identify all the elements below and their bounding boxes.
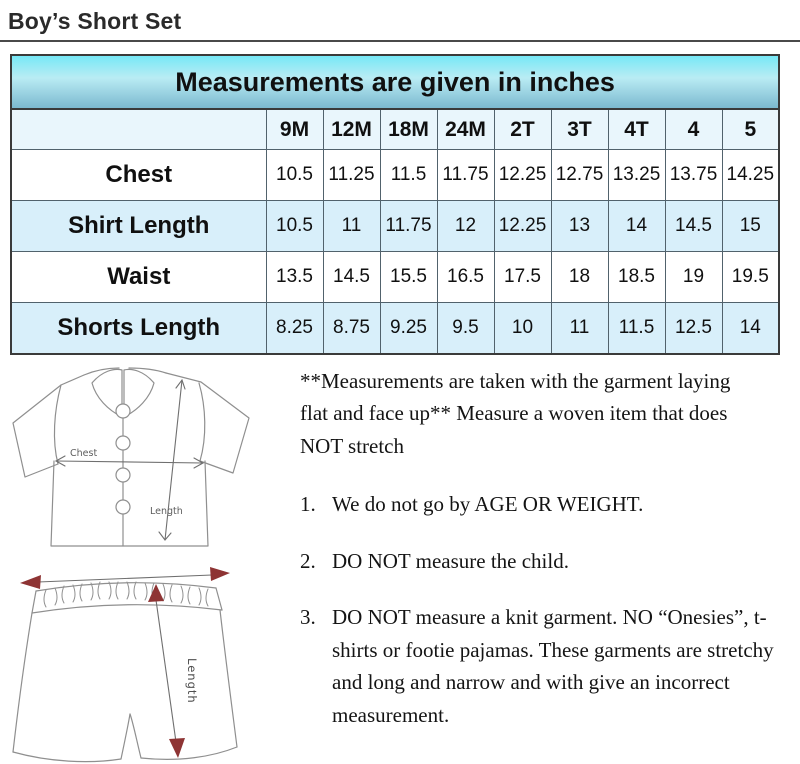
waist-value: 13.5	[266, 252, 323, 303]
shirt-length-value: 11.75	[380, 201, 437, 252]
waist-value: 18.5	[608, 252, 665, 303]
chest-value: 12.75	[551, 150, 608, 201]
shorts-left-outer	[13, 613, 32, 752]
list-item-number: 3.	[300, 605, 316, 630]
col-header-5: 5	[722, 109, 779, 150]
shorts-length-value: 14	[722, 303, 779, 354]
lower-section	[0, 359, 800, 764]
list-item-text: DO NOT measure a knit garment. NO “Onesies”, t-shirts or footie pajamas. These garments are stretchy and long and narrow and with give an incorrect measurement.	[332, 605, 774, 727]
shirt-button	[116, 404, 130, 418]
shirt-length-value: 11	[323, 201, 380, 252]
chest-arrow	[56, 461, 203, 463]
shirt-right-underarm	[199, 383, 205, 461]
shirt-length-value: 10.5	[266, 201, 323, 252]
waist-value: 16.5	[437, 252, 494, 303]
shirt-length-value: 13	[551, 201, 608, 252]
shorts-length-arrow	[156, 600, 176, 742]
chest-value: 13.75	[665, 150, 722, 201]
shirt-length-label: Length	[150, 505, 183, 517]
shirt-button	[116, 500, 130, 514]
col-header-4: 4	[665, 109, 722, 150]
shirt-length-value: 12.25	[494, 201, 551, 252]
shirt-length-value: 14.5	[665, 201, 722, 252]
table-caption: Measurements are given in inches	[11, 55, 779, 109]
col-header-12m: 12M	[323, 109, 380, 150]
table-row-chest	[11, 150, 779, 201]
table-row-shirt-length	[11, 201, 779, 252]
shirt-right-sleeve	[166, 373, 249, 473]
shorts-length-arrowhead-bottom	[169, 738, 185, 758]
measuring-notes	[300, 359, 800, 764]
shirt-length-arrowhead-top	[176, 380, 185, 389]
shorts-measurement-diagram	[4, 562, 294, 764]
shorts-length-label: Length	[185, 657, 199, 704]
shorts-length-value: 12.5	[665, 303, 722, 354]
shorts-length-arrowhead-top	[148, 584, 164, 602]
shirt-button	[116, 468, 130, 482]
diagram-column	[0, 359, 300, 764]
col-header-2t: 2T	[494, 109, 551, 150]
shorts-length-value: 8.25	[266, 303, 323, 354]
list-item-text: We do not go by AGE OR WEIGHT.	[332, 492, 644, 517]
shirt-outline	[13, 368, 249, 546]
waist-value: 17.5	[494, 252, 551, 303]
waist-value: 18	[551, 252, 608, 303]
col-header-3t: 3T	[551, 109, 608, 150]
col-header-24m: 24M	[437, 109, 494, 150]
chest-value: 14.25	[722, 150, 779, 201]
list-item	[300, 545, 780, 578]
shorts-right-outer	[220, 610, 237, 747]
shorts-length-value: 8.75	[323, 303, 380, 354]
col-header-9m: 9M	[266, 109, 323, 150]
chest-value: 13.25	[608, 150, 665, 201]
chest-value: 12.25	[494, 150, 551, 201]
size-chart-table	[10, 54, 780, 355]
waist-arrow	[38, 575, 212, 582]
shirt-length-value: 12	[437, 201, 494, 252]
waist-arrowhead-left	[20, 575, 41, 589]
elastic-gathers	[44, 582, 208, 607]
chest-value: 10.5	[266, 150, 323, 201]
waist-value: 15.5	[380, 252, 437, 303]
shorts-left-hem	[13, 752, 121, 762]
row-label-shirt-length: Shirt Length	[11, 201, 266, 252]
notes-intro: **Measurements are taken with the garment laying flat and face up** Measure a woven item that does NOT stretch	[300, 368, 731, 458]
shorts-right-hem	[141, 747, 237, 759]
list-item-text: DO NOT measure the child.	[332, 548, 569, 573]
row-label-shorts-length: Shorts Length	[11, 303, 266, 354]
corner-cell	[11, 109, 266, 150]
list-item	[300, 601, 780, 731]
shorts-length-value: 11.5	[608, 303, 665, 354]
list-item-number: 2.	[300, 548, 316, 573]
shorts-length-value: 9.25	[380, 303, 437, 354]
waist-arrowhead-right	[210, 567, 230, 581]
shorts-length-value: 10	[494, 303, 551, 354]
list-item	[300, 488, 780, 521]
shirt-button	[116, 436, 130, 450]
shorts-right-inner	[130, 714, 141, 758]
shirt-length-value: 14	[608, 201, 665, 252]
shirt-length-value: 15	[722, 201, 779, 252]
col-header-4t: 4T	[608, 109, 665, 150]
col-header-18m: 18M	[380, 109, 437, 150]
waist-value: 19.5	[722, 252, 779, 303]
chest-value: 11.25	[323, 150, 380, 201]
table-caption-row	[11, 55, 779, 109]
shorts-outline	[13, 582, 237, 762]
waistband-bottom	[32, 604, 222, 612]
list-item-number: 1.	[300, 492, 316, 517]
shorts-length-value: 9.5	[437, 303, 494, 354]
size-header-row	[11, 109, 779, 150]
table-row-shorts-length	[11, 303, 779, 354]
shirt-left-underarm	[54, 385, 61, 464]
chest-value: 11.5	[380, 150, 437, 201]
table-row-waist	[11, 252, 779, 303]
chest-value: 11.75	[437, 150, 494, 201]
page-title: Boy’s Short Set	[8, 8, 182, 34]
shorts-left-inner	[121, 714, 130, 759]
shirt-chest-label: Chest	[70, 447, 98, 459]
shorts-length-value: 11	[551, 303, 608, 354]
title-divider	[0, 40, 800, 42]
row-label-chest: Chest	[11, 150, 266, 201]
waist-value: 19	[665, 252, 722, 303]
row-label-waist: Waist	[11, 252, 266, 303]
waist-value: 14.5	[323, 252, 380, 303]
shirt-measurement-diagram	[4, 359, 294, 557]
